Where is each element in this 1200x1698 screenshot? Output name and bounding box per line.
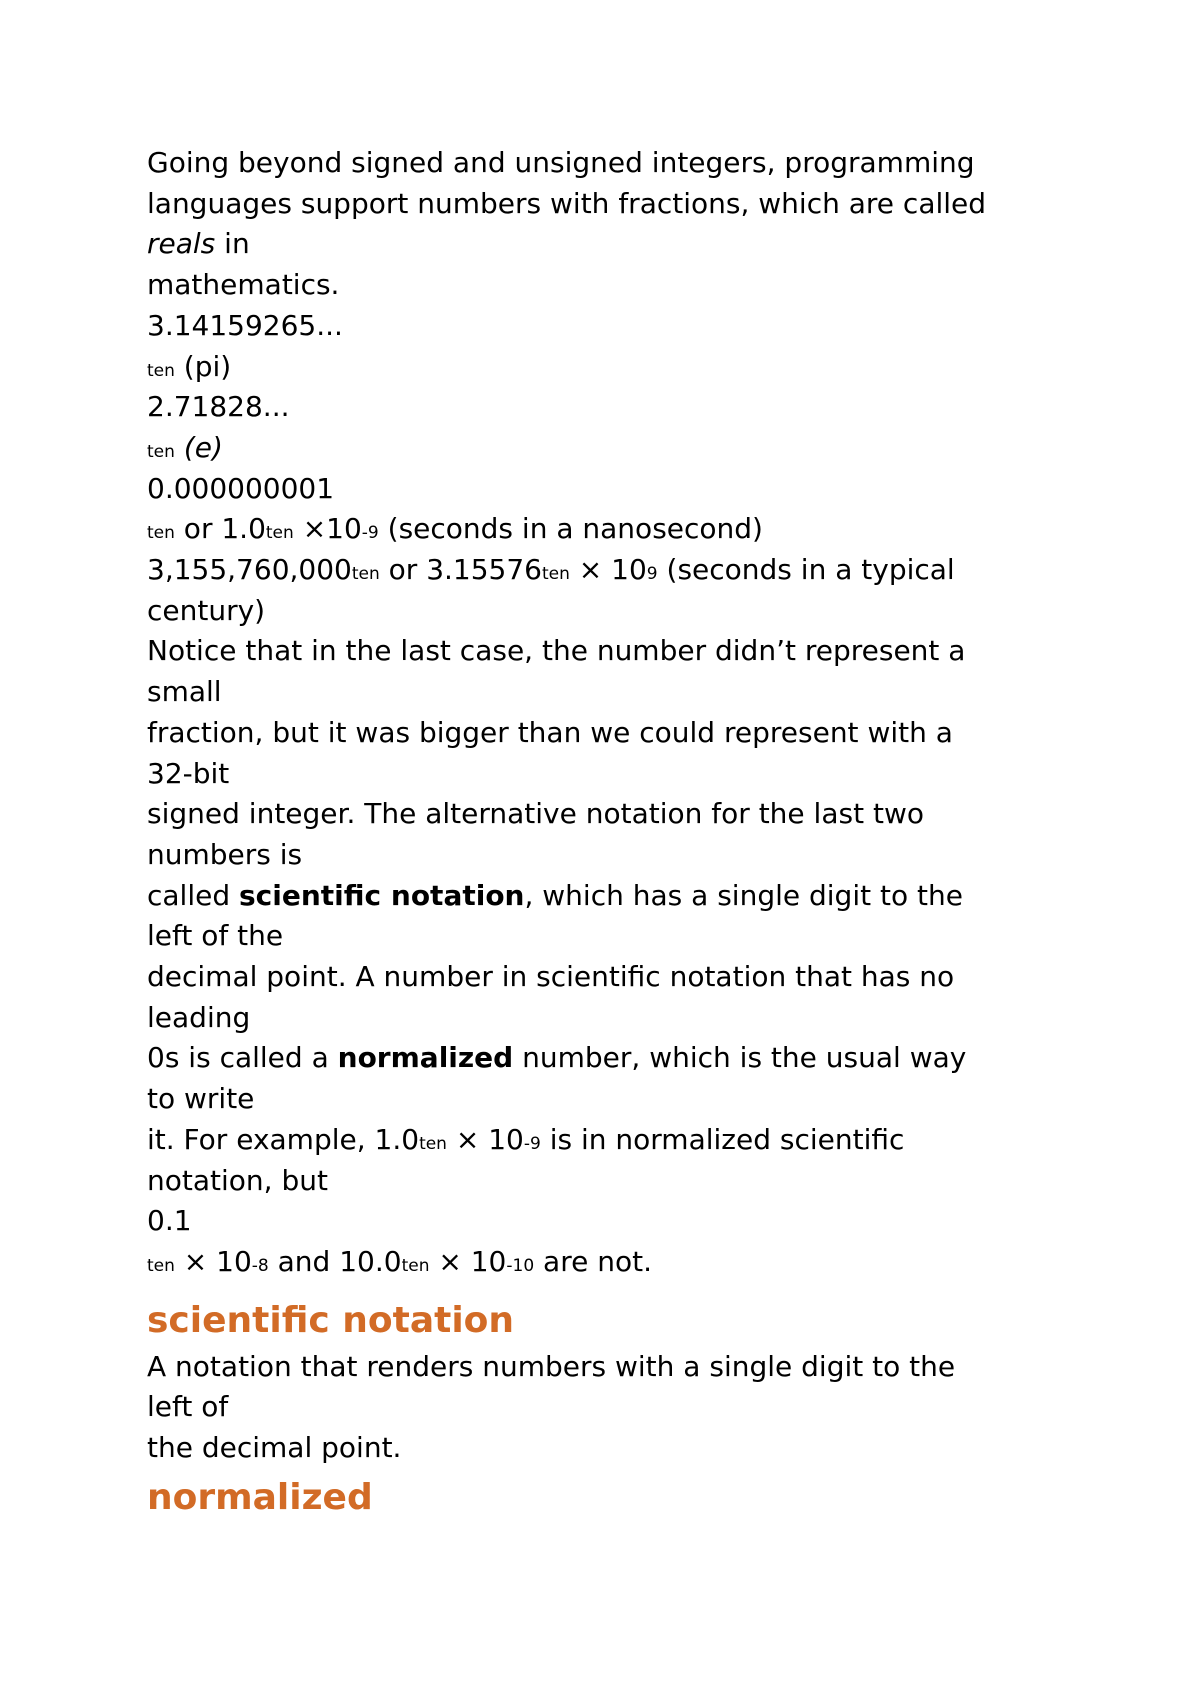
- exponent: 9: [646, 564, 658, 585]
- e-value: 2.71828...: [147, 390, 290, 424]
- body-line: century): [147, 593, 266, 627]
- text-run: 3,155,760,000: [147, 553, 352, 587]
- glossary-term-normalized: normalized: [147, 1476, 373, 1518]
- body-line: Notice that in the last case, the number didn’t represent a: [147, 634, 966, 668]
- base-subscript: ten: [147, 360, 175, 381]
- text-run: it. For example, 1.0: [147, 1122, 420, 1156]
- body-line: fraction, but it was bigger than we could represent with a: [147, 715, 953, 749]
- body-line: [147, 876, 1067, 917]
- e-label: (e): [183, 430, 223, 464]
- body-line: [147, 224, 1067, 265]
- body-line: 0.1: [147, 1204, 192, 1238]
- glossary-definition-line: A notation that renders numbers with a single digit to the: [147, 1349, 956, 1383]
- text-run: (seconds in a typical: [657, 553, 955, 587]
- glossary-definition-line: the decimal point.: [147, 1431, 402, 1465]
- text-run: × 10: [569, 553, 647, 587]
- body-line: [147, 1120, 1067, 1161]
- text-run: and 10.0: [268, 1244, 402, 1278]
- pi-value: 3.14159265...: [147, 308, 343, 342]
- glossary-term-scientific-notation: scientific notation: [147, 1299, 515, 1341]
- text-run: or 3.15576: [379, 553, 542, 587]
- exponent: -9: [361, 523, 379, 544]
- text-run: called: [147, 878, 240, 912]
- nano-line: [147, 509, 1067, 550]
- base-subscript: ten: [351, 564, 380, 585]
- body-line: small: [147, 675, 222, 709]
- exponent: -8: [251, 1255, 269, 1276]
- body-line: numbers is: [147, 837, 303, 871]
- body-line: leading: [147, 1000, 251, 1034]
- scientific-notation-term: scientific notation: [239, 878, 525, 912]
- text-run: ×10: [293, 512, 362, 546]
- base-subscript: ten: [419, 1133, 447, 1154]
- nano-value: 0.000000001: [147, 471, 335, 505]
- normalized-term: normalized: [337, 1041, 514, 1075]
- base-subscript: ten: [265, 523, 294, 544]
- body-line: left of the: [147, 919, 284, 953]
- text-run: × 10: [429, 1244, 507, 1278]
- base-subscript: ten: [147, 441, 175, 462]
- text-run: (seconds in a nanosecond): [378, 512, 763, 546]
- text-run: number, which is the usual way: [513, 1041, 967, 1075]
- body-line: signed integer. The alternative notation for the last two: [147, 797, 924, 831]
- text-run: or 1.0: [174, 512, 266, 546]
- exponent: -9: [523, 1133, 541, 1154]
- body-line: decimal point. A number in scientific notation that has no: [147, 960, 955, 994]
- body-line: languages support numbers with fractions, which are called: [147, 186, 987, 220]
- text-run: 0s is called a: [147, 1041, 338, 1075]
- text-run: × 10: [174, 1244, 252, 1278]
- body-line: Going beyond signed and unsigned integers, programming: [147, 146, 975, 179]
- body-line: mathematics.: [147, 268, 340, 302]
- base-subscript: ten: [401, 1255, 430, 1276]
- body-line: [147, 1038, 1067, 1079]
- text-run: is in normalized scientific: [540, 1122, 905, 1156]
- glossary-definition-line: left of: [147, 1390, 229, 1424]
- text-run: × 10: [446, 1122, 524, 1156]
- text-run: (pi): [174, 349, 232, 383]
- reals-term: reals: [147, 227, 216, 261]
- exponent: -10: [506, 1255, 535, 1276]
- base-subscript: ten: [147, 523, 175, 544]
- century-line: [147, 550, 1067, 591]
- pi-base-line: [147, 347, 1067, 388]
- body-line: to write: [147, 1082, 255, 1116]
- body-line: 32-bit: [147, 756, 230, 790]
- text-run: are not.: [534, 1244, 652, 1278]
- e-base-line: [147, 428, 1067, 469]
- base-subscript: ten: [542, 564, 570, 585]
- body-line: [147, 1242, 1067, 1283]
- body-line: notation, but: [147, 1163, 328, 1197]
- document-page: [147, 143, 1067, 1523]
- text-run: , which has a single digit to the: [524, 878, 963, 912]
- text-run: in: [215, 227, 250, 261]
- base-subscript: ten: [147, 1255, 175, 1276]
